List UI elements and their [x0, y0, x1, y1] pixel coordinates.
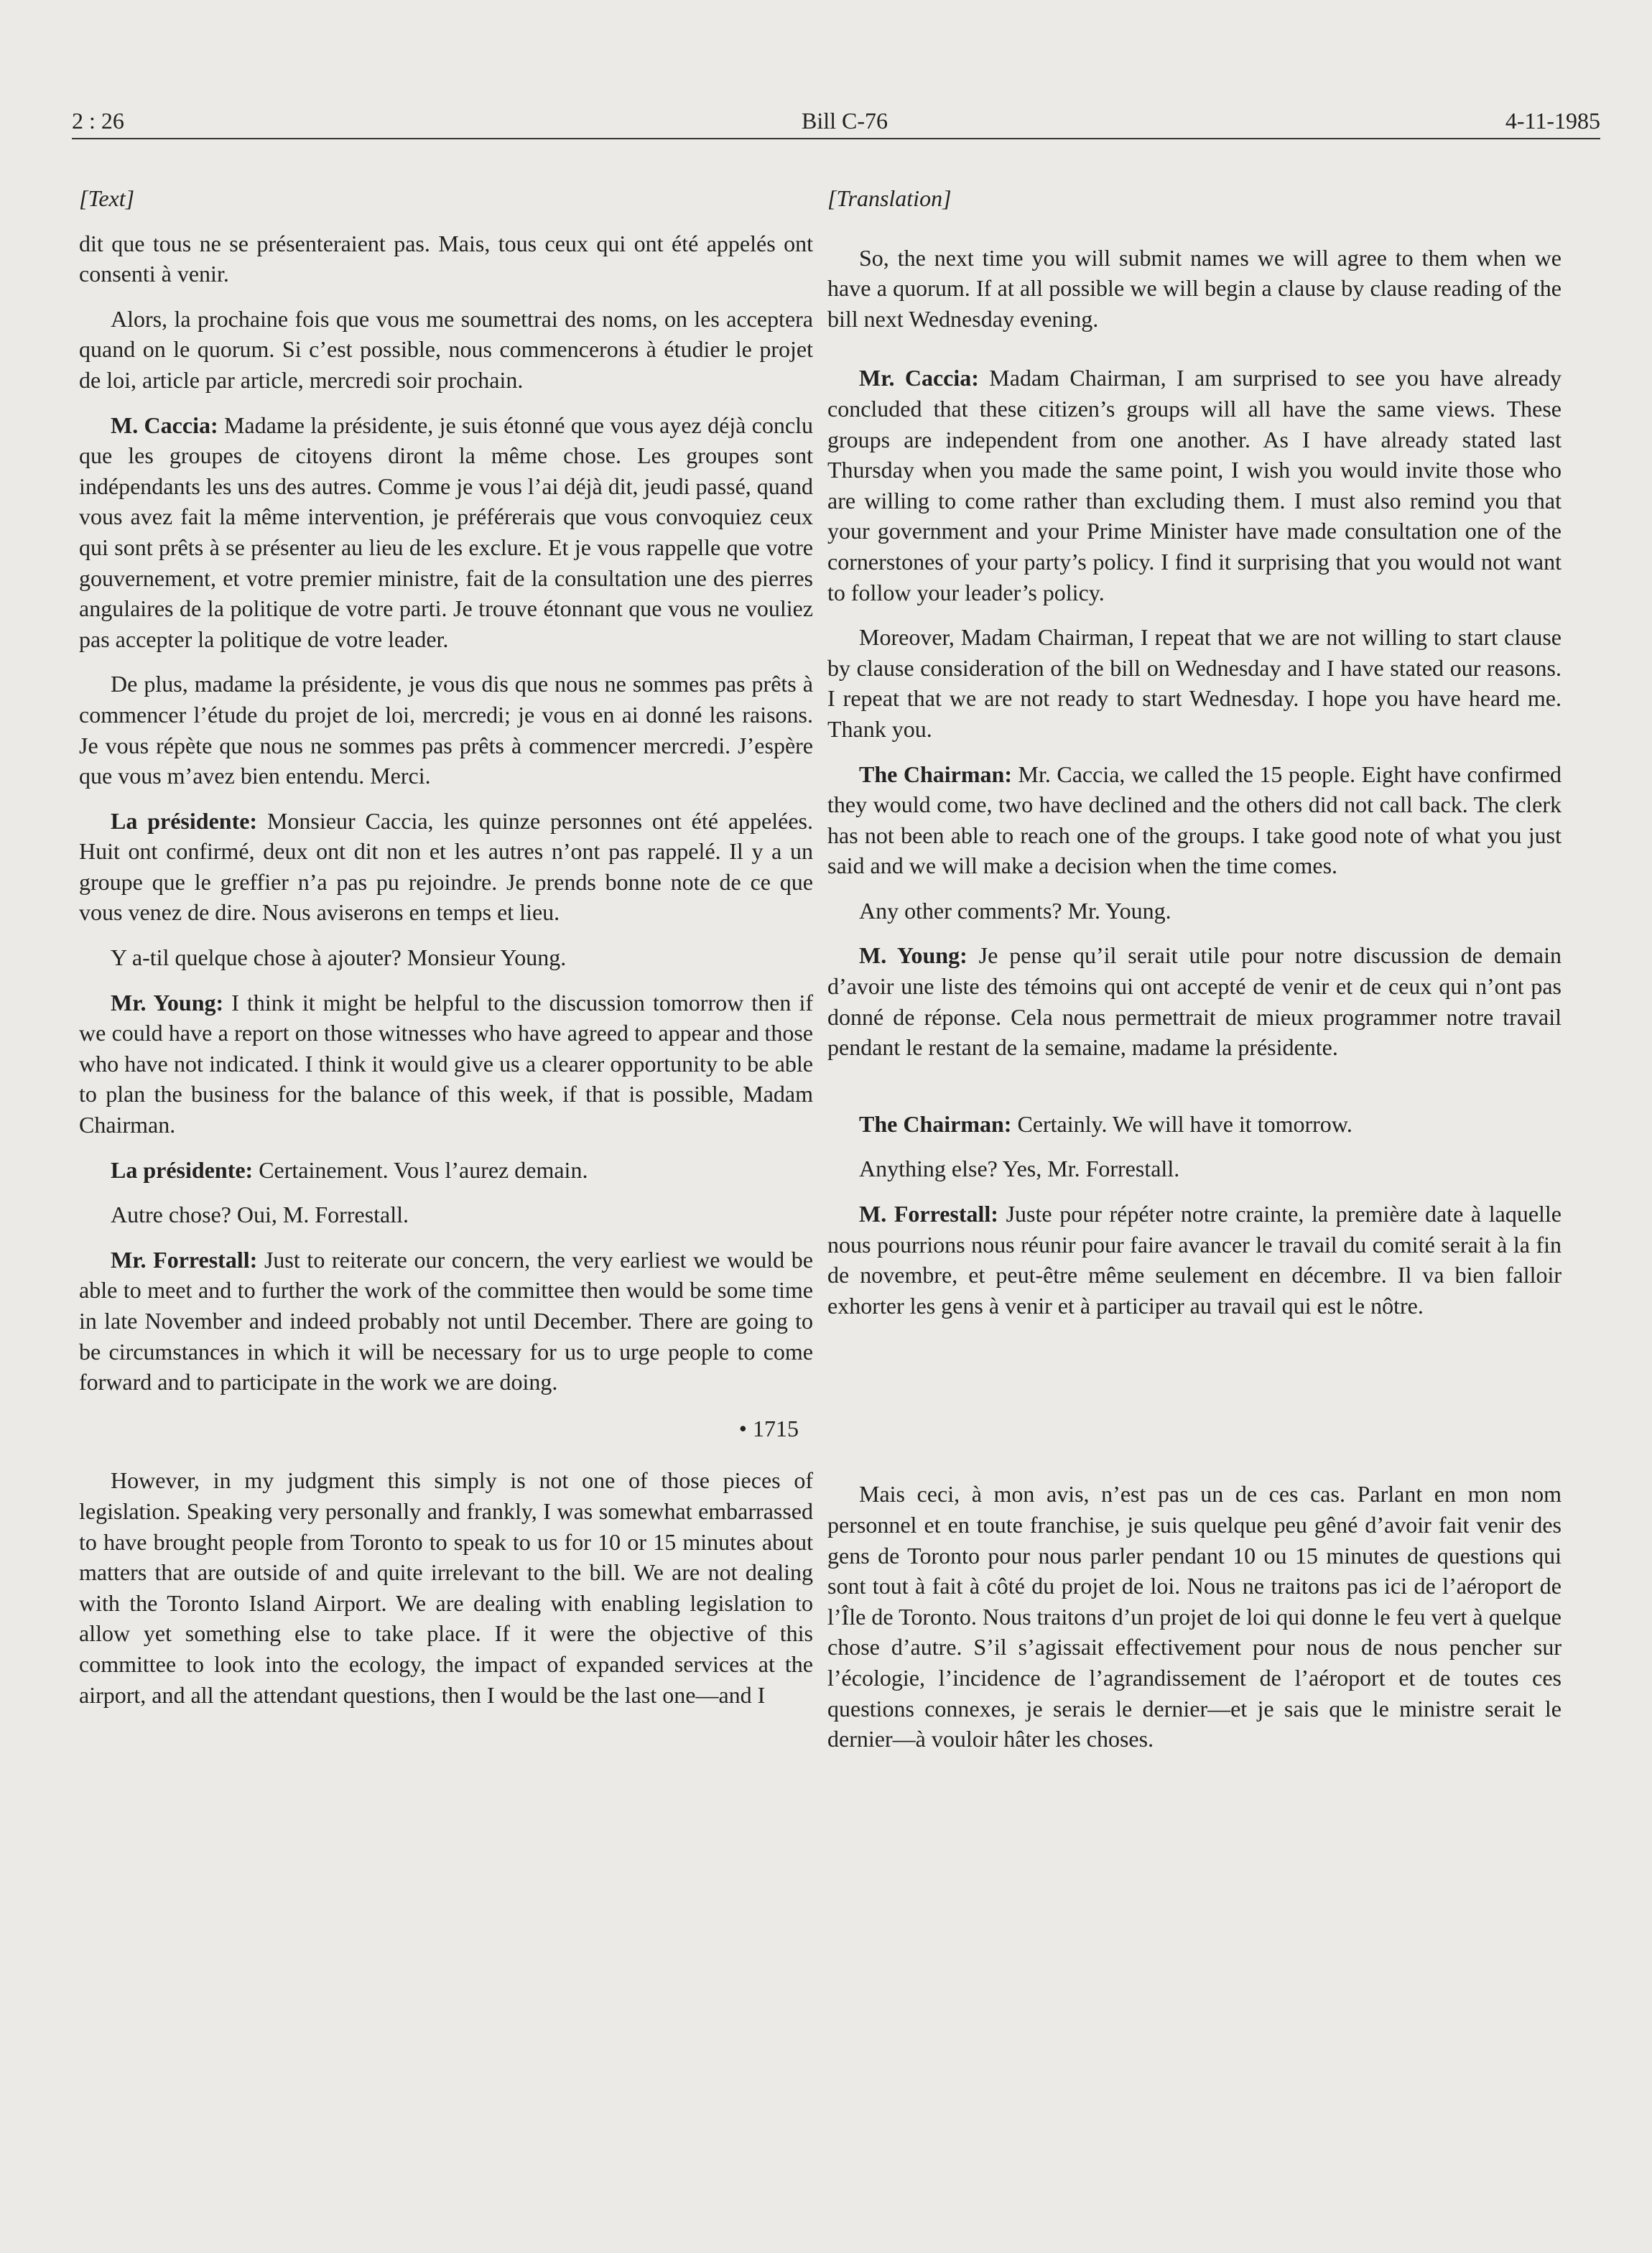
speech-text: I think it might be helpful to the discussion tomorrow then if we could have a report on those witnesses who have agreed to appear and those who have not indicated. I think it would give us a clearer opportunity to be able to plan the business for the balance of this week, if that is possible, Madam Chairman. — [79, 989, 814, 1138]
speech-text: Je pense qu’il serait utile pour notre discussion de demain d’avoir une liste des témoins qui ont accepté de venir et de ceux qui n’ont pas donné de réponse. Cela nous permettrait de mieux programmer notre travail pendant le restant de la semaine, madame la présidente. — [827, 942, 1562, 1061]
column-spacer — [827, 228, 1561, 243]
paragraph: However, in my judgment this simply is not one of those pieces of legislation. Speaking very personally and frankly, I was somewhat embarrassed to have brought people from Toronto to speak to us for 10 or 15 minutes about matters that are outside of and quite irrelevant to the bill. We are not dealing with the Toronto Island Airport. We are dealing with enabling legislation to allow yet something else to take place. If it were the objective of this committee to look into the ecology, the impact of expanded services at the airport, and all the attendant questions, then I would be the last one—and I — [79, 1467, 813, 1708]
paragraph — [827, 940, 1561, 1062]
speaker-name: M. Young: — [859, 942, 967, 969]
speaker-name: Mr. Caccia: — [859, 365, 979, 391]
speech-text: Madam Chairman, I am surprised to see you have already concluded that these citizen’s groups will all have the same views. These groups are independent from one another. As I have already stated last Thursday when you made the same point, I wish you would invite those who are willing to come rather than excluding them. I must also remind you that your government and your Prime Minister have made consultation one of the cornerstones of your party’s policy. I find it surprising that you would not want to follow your leader’s policy. — [827, 365, 1562, 605]
paragraph — [827, 1199, 1561, 1321]
column-spacer — [827, 1077, 1561, 1109]
paragraph: Alors, la prochaine fois que vous me soumettrai des noms, on les acceptera quand on le quorum. Si c’est possible, nous commencerons à étudier le projet de loi, article par article, mercredi soir prochain. — [79, 305, 813, 393]
header-rule — [72, 138, 1600, 139]
speech-text: Certainly. We will have it tomorrow. — [1011, 1110, 1352, 1137]
page-header — [72, 108, 1600, 136]
page-date: 4-11-1985 — [1505, 108, 1600, 134]
paragraph — [79, 410, 813, 655]
speech-text: Madame la présidente, je suis étonné que vous ayez déjà conclu que les groupes de citoyens diront la même chose. Les groupes sont indépendants les uns des autres. Comme je vous l’ai déjà dit, jeudi passé, quand vous avez fait la même intervention, je préférerais que vous convoquiez ceux qui sont prêts à se présenter au lieu de les exclure. Et je vous rappelle que votre gouvernement, et votre premier ministre, fait de la consultation une des pierres angulaires de la politique de votre parti. Je trouve étonnant que vous ne vouliez pas accepter la politique de votre leader. — [79, 412, 814, 652]
bill-title: Bill C-76 — [802, 108, 888, 134]
speaker-name: La présidente: — [111, 807, 258, 834]
paragraph — [79, 1155, 813, 1186]
timecode: • 1715 — [738, 1415, 799, 1441]
paragraph — [827, 759, 1561, 881]
paragraph — [827, 1109, 1561, 1140]
speaker-name: Mr. Young: — [111, 989, 224, 1016]
speech-text: Certainement. Vous l’aurez demain. — [253, 1156, 588, 1183]
paragraph — [827, 363, 1561, 608]
speech-text: Just to reiterate our concern, the very earliest we would be able to meet and to further the work of the committee then would be some time in late November and indeed probably not until December. There are going to be circumstances in which it will be necessary for us to urge people to come forward and to participate in the work we are doing. — [79, 1246, 814, 1395]
paragraph — [79, 806, 813, 928]
column-spacer — [827, 348, 1561, 363]
speaker-name: Mr. Forrestall: — [111, 1246, 258, 1273]
speech-text: Mr. Caccia, we called the 15 people. Eight have confirmed they would come, two have declined and the others did not call back. The clerk has not been able to reach one of the groups. I take good note of what you just said and we will make a decision when the time comes. — [827, 761, 1562, 879]
speaker-name: La présidente: — [111, 1156, 254, 1183]
right-column — [827, 183, 1561, 1769]
column-spacer — [827, 1335, 1561, 1479]
left-column — [79, 183, 813, 1724]
paragraph: So, the next time you will submit names we will agree to them when we have a quorum. If at all possible we will begin a clause by clause reading of the bill next Wednesday evening. — [827, 244, 1561, 332]
paragraph: Autre chose? Oui, M. Forrestall. — [111, 1202, 409, 1228]
text-tag: [Text] — [79, 185, 135, 211]
speech-text: Monsieur Caccia, les quinze personnes ont été appelées. Huit ont confirmé, deux ont dit non et les autres n’ont pas rappelé. Il y a un groupe que le greffier n’a pas pu rejoindre. Je prends bonne note de ce que vous venez de dire. Nous aviserons en temps et lieu. — [79, 807, 814, 926]
paragraph: dit que tous ne se présenteraient pas. Mais, tous ceux qui ont été appelés ont consenti à venir. — [79, 230, 813, 287]
paragraph: Any other comments? Mr. Young. — [859, 897, 1171, 924]
paragraph — [79, 988, 813, 1141]
speaker-name: M. Forrestall: — [859, 1201, 998, 1227]
speaker-name: M. Caccia: — [111, 412, 218, 438]
paragraph — [79, 1245, 813, 1398]
paragraph: Anything else? Yes, Mr. Forrestall. — [859, 1156, 1180, 1182]
translation-tag: [Translation] — [827, 185, 952, 211]
paragraph: De plus, madame la présidente, je vous dis que nous ne sommes pas prêts à commencer l’étude du projet de loi, mercredi; je vous en ai donné les raisons. Je vous répète que nous ne sommes pas prêts à commencer mercredi. J’espère que vous m’avez bien entendu. Merci. — [79, 671, 813, 789]
speaker-name: The Chairman: — [859, 761, 1012, 787]
page-number: 2 : 26 — [72, 108, 124, 134]
paragraph: Mais ceci, à mon avis, n’est pas un de ces cas. Parlant en mon nom personnel et en toute franchise, je suis quelque peu gêné d’avoir fait venir des gens de Toronto pour nous parler pendant 10 ou 15 minutes de questions qui sont tout à fait à côté du projet de loi. Nous ne traitons pas ici de l’aéroport de l’Île de Toronto. Nous traitons d’un projet de loi qui donne le feu vert à quelque chose d’autre. S’il s’agissait effectivement pour nous de nous pencher sur l’écologie, l’incidence de l’agrandissement de l’aéroport et de toutes ces questions connexes, je serais le dernier—et je sais que le ministre serait le dernier—à vouloir hâter les choses. — [827, 1481, 1561, 1752]
paragraph: Y a-til quelque chose à ajouter? Monsieur Young. — [111, 944, 567, 971]
speech-text: Juste pour répéter notre crainte, la première date à laquelle nous pourrions nous réunir pour faire avancer le travail du comité serait à la fin de novembre, et peut-être même seulement en décembre. Il va bien falloir exhorter les gens à venir et à participer au travail qui est le nôtre. — [827, 1201, 1562, 1319]
paragraph: Moreover, Madam Chairman, I repeat that we are not willing to start clause by clause consideration of the bill on Wednesday and I have stated our reasons. I repeat that we are not ready to start Wednesday. I hope you have heard me. Thank you. — [827, 624, 1561, 742]
speaker-name: The Chairman: — [859, 1110, 1012, 1137]
